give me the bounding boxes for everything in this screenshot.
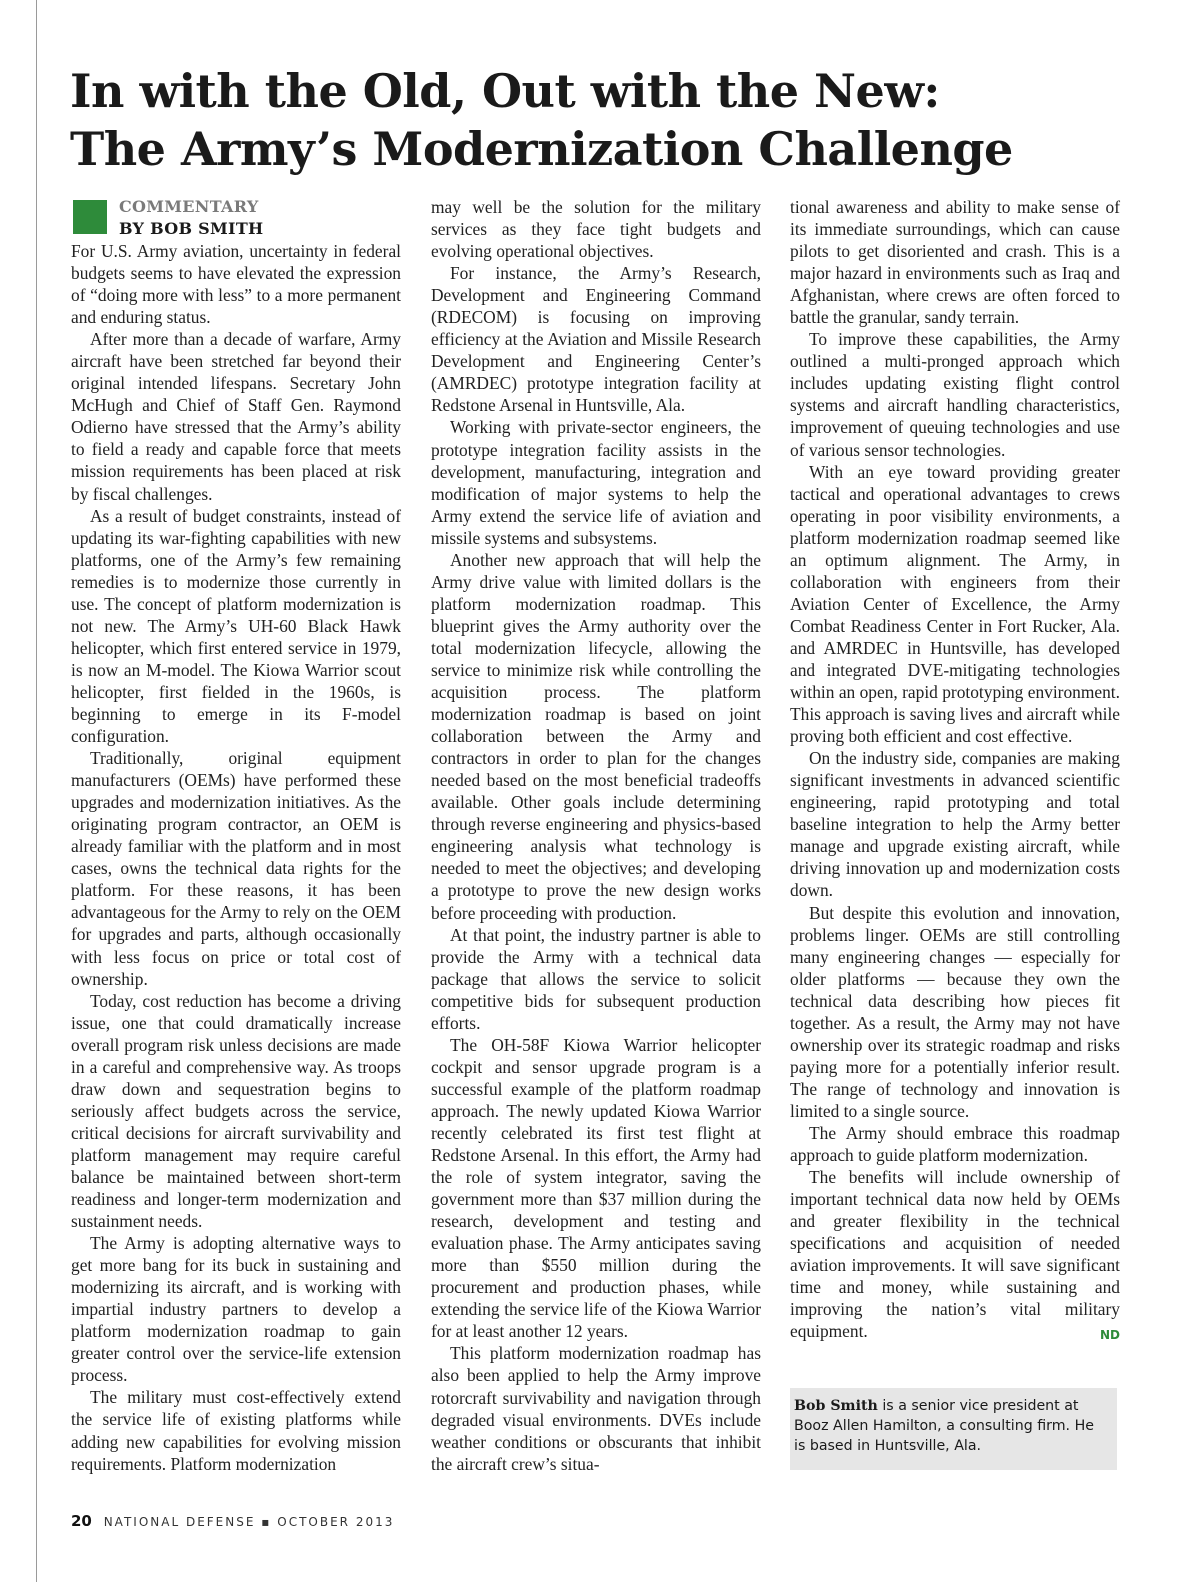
kicker-label: COMMENTARY	[119, 197, 259, 216]
paragraph: For U.S. Army aviation, uncertainty in federal budgets seems to have elevated the expression of “doing more with less” to a more permanent and enduring status.	[71, 241, 401, 328]
paragraph: The Army is adopting alternative ways to get more bang for its buck in sustaining and modernizing its aircraft, and is working with impartial industry partners to develop a platform modernization roadmap to gain greater control over the service-life extension process.	[71, 1233, 401, 1386]
byline-block	[71, 196, 401, 240]
paragraph: This platform modernization roadmap has also been applied to help the Army improve rotorcraft survivability and navigation through degraded visual environments. DVEs include weather conditions or obscurants that inhibit the aircraft crew’s situa-	[431, 1343, 761, 1474]
author-bio-box	[790, 1388, 1117, 1470]
paragraph: may well be the solution for the military services as they face tight budgets and evolving operational objectives.	[431, 197, 761, 262]
section-marker-square	[73, 200, 107, 234]
column-3	[790, 196, 1120, 1346]
paragraph-final	[790, 1166, 1120, 1342]
paragraph-final-text: The benefits will include ownership of important technical data now held by OEMs and greater flexibility in the technical specifications and acquisition of needed aviation improvements. It will save significant time and money, while sustaining and improving the nation’s vital military equipment.	[790, 1167, 1120, 1342]
article-title	[70, 62, 1150, 178]
end-mark: ND	[1099, 1328, 1120, 1343]
column-1	[71, 196, 401, 1475]
page-number: 20	[71, 1512, 92, 1530]
title-line-2: The Army’s Modernization Challenge	[70, 122, 1013, 176]
paragraph: To improve these capabilities, the Army outlined a multi-pronged approach which includes updating existing flight control systems and aircraft handling characteristics, improvement of queuing technologies and use of various sensor technologies.	[790, 329, 1120, 460]
column-2	[431, 196, 761, 1475]
page-footer	[71, 1512, 394, 1530]
paragraph: With an eye toward providing greater tactical and operational advantages to crews operating in poor visibility environments, a platform modernization roadmap seemed like an optimum alignment. The Army, in collaboration with engineers from their Aviation Center of Excellence, the Army Combat Readiness Center in Fort Rucker, Ala. and AMRDEC in Huntsville, has developed and integrated DVE-mitigating technologies within an open, rapid prototyping environment. This approach is saving lives and aircraft while proving both efficient and cost effective.	[790, 461, 1120, 747]
paragraph: For instance, the Army’s Research, Development and Engineering Command (RDECOM) is focusing on improving efficiency at the Aviation and Missile Research Development and Engineering Center’s (AMRDEC) prototype integration facility at Redstone Arsenal in Huntsville, Ala.	[431, 263, 761, 416]
issue-date: OCTOBER 2013	[277, 1515, 395, 1529]
publication-name: NATIONAL DEFENSE	[103, 1515, 256, 1529]
paragraph: tional awareness and ability to make sense of its immediate surroundings, which can cause pilots to get disoriented and crash. This is a major hazard in environments such as Iraq and Afghanistan, where crews are often forced to battle the granular, sandy terrain.	[790, 197, 1120, 328]
paragraph: But despite this evolution and innovation, problems linger. OEMs are still controlling many engineering changes — especially for older platforms — because they own the technical data describing how pieces fit together. As a result, the Army may not have ownership over its strategic roadmap and risks paying more for a potentially inferior result. The range of technology and innovation is limited to a single source.	[790, 902, 1120, 1121]
paragraph: The Army should embrace this roadmap approach to guide platform modernization.	[790, 1122, 1120, 1166]
footer-separator: ▪	[261, 1515, 272, 1529]
bio-text: is a senior vice president at Booz Allen Hamilton, a consulting firm. He is based in Huntsville, Ala.	[794, 1398, 1094, 1454]
title-line-1: In with the Old, Out with the New:	[70, 64, 940, 118]
paragraph: As a result of budget constraints, instead of updating its war-fighting capabilities with new platforms, one of the Army’s few remaining remedies is to modernize those currently in use. The concept of platform modernization is not new. The Army’s UH-60 Black Hawk helicopter, which first entered service in 1979, is now an M-model. The Kiowa Warrior scout helicopter, first fielded in the 1960s, is beginning to emerge in its F-model configuration.	[71, 505, 401, 747]
page-edge-rule	[36, 0, 37, 1582]
paragraph: Another new approach that will help the Army drive value with limited dollars is the platform modernization roadmap. This blueprint gives the Army authority over the total modernization lifecycle, allowing the service to minimize risk while controlling the acquisition process. The platform modernization roadmap is based on joint collaboration between the Army and contractors in order to plan for the changes needed based on the most beneficial tradeoffs available. Other goals include determining through reverse engineering and physics-based engineering analysis what technology is needed to meet the objectives; and developing a prototype to prove the new design works before proceeding with production.	[431, 549, 761, 923]
paragraph: Today, cost reduction has become a driving issue, one that could dramatically increase overall program risk unless decisions are made in a careful and comprehensive way. As troops draw down and sequestration begins to seriously affect budgets across the service, critical decisions for aircraft survivability and platform management may require careful balance be maintained between short-term readiness and longer-term modernization and sustainment needs.	[71, 990, 401, 1232]
paragraph: The OH-58F Kiowa Warrior helicopter cockpit and sensor upgrade program is a successful example of the platform roadmap approach. The newly updated Kiowa Warrior recently celebrated its first test flight at Redstone Arsenal. In this effort, the Army had the role of system integrator, saving the government more than $37 million during the research, development and testing and evaluation phase. The Army anticipates saving more than $550 million during the procurement and production phases, while extending the service life of the Kiowa Warrior for at least another 12 years.	[431, 1034, 761, 1342]
bio-name: Bob Smith	[794, 1398, 878, 1414]
paragraph: Traditionally, original equipment manufacturers (OEMs) have performed these upgrades and modernization initiatives. As the originating program contractor, an OEM is already familiar with the platform and in most cases, owns the technical data rights for the platform. For these reasons, it has been advantageous for the Army to rely on the OEM for upgrades and parts, although occasionally with less focus on price or total cost of ownership.	[71, 748, 401, 989]
paragraph: The military must cost-effectively extend the service life of existing platforms while adding new capabilities for evolving mission requirements. Platform modernization	[71, 1387, 401, 1474]
paragraph: On the industry side, companies are making significant investments in advanced scientific engineering, rapid prototyping and total baseline integration to help the Army better manage and upgrade existing aircraft, while driving innovation up and modernization costs down.	[790, 748, 1120, 901]
author-byline: BY BOB SMITH	[119, 219, 264, 238]
paragraph: At that point, the industry partner is able to provide the Army with a technical data package that allows the service to solicit competitive bids for subsequent production efforts.	[431, 924, 761, 1033]
paragraph: Working with private-sector engineers, the prototype integration facility assists in the development, manufacturing, integration and modification of major systems to help the Army extend the service life of aviation and missile systems and subsystems.	[431, 417, 761, 548]
paragraph: After more than a decade of warfare, Army aircraft have been stretched far beyond their original intended lifespans. Secretary John McHugh and Chief of Staff Gen. Raymond Odierno have stressed that the Army’s ability to field a ready and capable force that meets mission requirements has been placed at risk by fiscal challenges.	[71, 329, 401, 504]
